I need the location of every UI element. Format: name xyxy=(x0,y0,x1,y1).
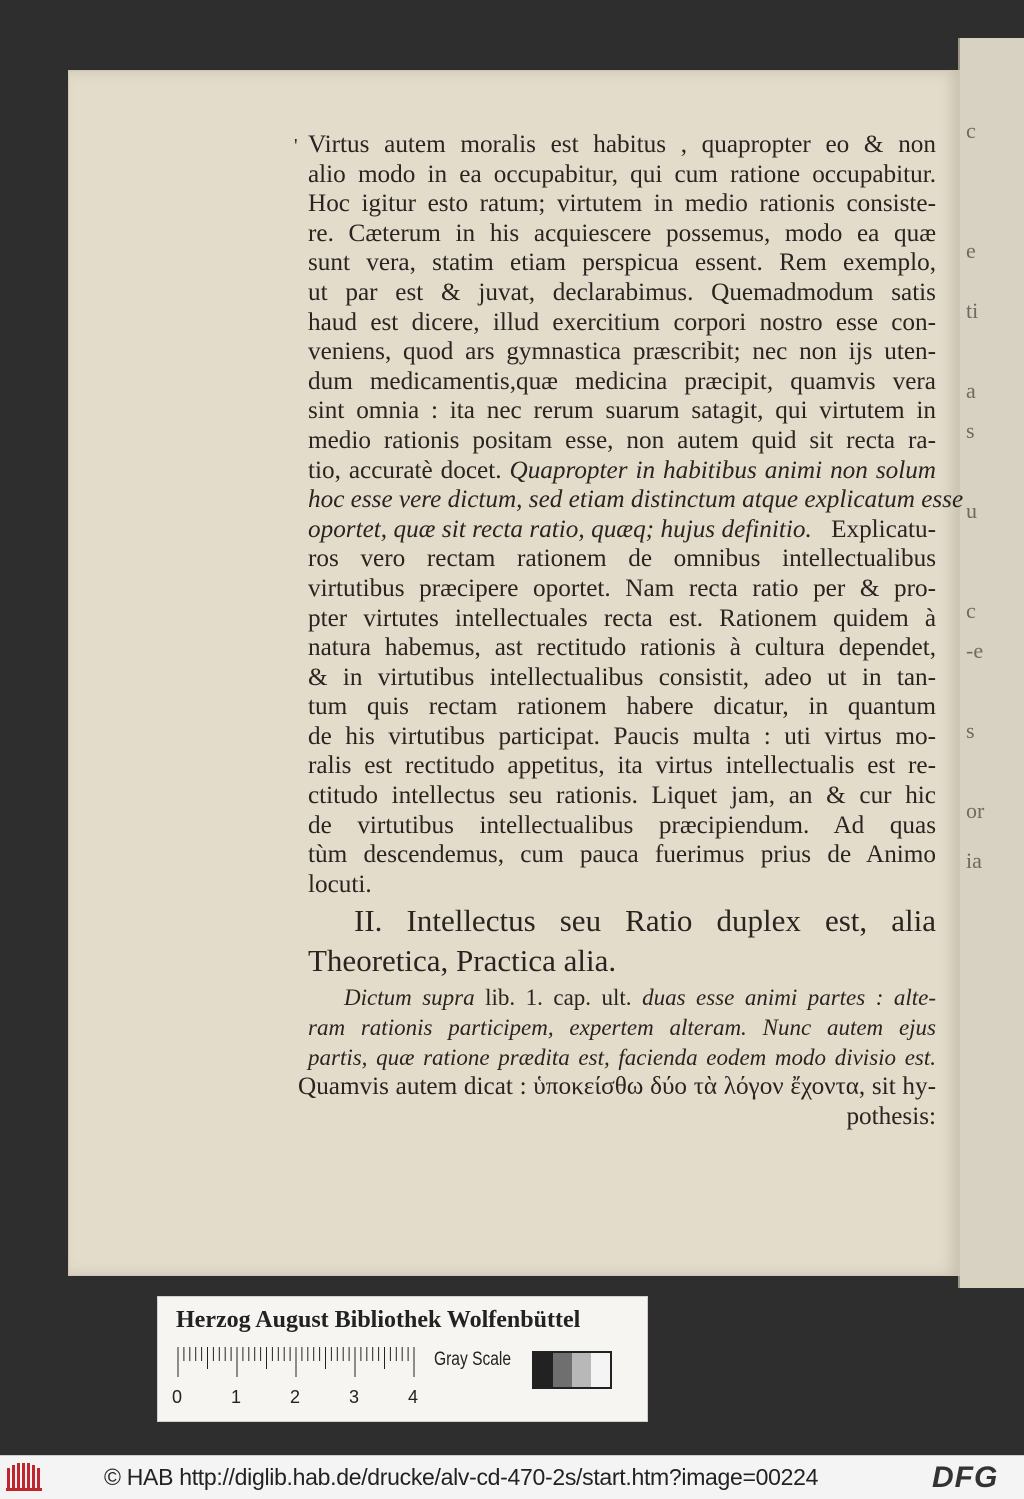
facing-page-fragment: e xyxy=(966,238,976,263)
italic-note-block xyxy=(308,983,936,1072)
facing-page-fragment: u xyxy=(966,498,977,523)
facing-page-fragment: a xyxy=(966,378,976,403)
text-line: ctitudo intellectus seu rationis. Liquet jam, an & cur hic xyxy=(308,782,936,810)
section-heading: II. Intellectus seu Ratio duplex est, alia xyxy=(354,903,936,939)
text-line: & in virtutibus intellectualibus consistit, adeo ut in tan- xyxy=(308,663,936,691)
roman-text: Explicatu- xyxy=(831,515,937,543)
book-page xyxy=(68,70,964,1276)
ruler-number: 3 xyxy=(349,1387,360,1407)
facing-page-edge xyxy=(958,38,1024,1288)
text-line: sint omnia : ita nec rerum suarum satagit, qui virtutem in xyxy=(308,397,936,425)
gray-scale-label: Gray Scale xyxy=(434,1349,512,1370)
gray-scale-swatches xyxy=(532,1351,612,1389)
scale-ruler xyxy=(176,1347,422,1377)
italic-text: Dictum supra xyxy=(344,985,475,1011)
text-line: veniens, quod ars gymnastica præscribit; nec non ijs uten- xyxy=(308,338,936,366)
ruler-numbers xyxy=(172,1387,432,1411)
text-line: sunt vera, statim etiam perspicua essent. Rem exemplo, xyxy=(308,249,936,277)
text-line: de his virtutibus participat. Paucis multa : uti virtus mo- xyxy=(308,722,936,750)
gray-swatch xyxy=(534,1353,553,1387)
text-line: locuti. xyxy=(308,870,372,898)
text-line: tùm descendemus, cum pauca fuerimus prius de Animo xyxy=(308,841,936,869)
text-line: alio modo in ea occupabitur, qui cum ratione occupabitur. xyxy=(308,160,936,188)
facing-page-fragment: c xyxy=(966,598,976,623)
facing-page-fragment: ti xyxy=(966,298,979,323)
text-line: medio rationis positam esse, non autem quid sit recta ra- xyxy=(308,426,936,454)
text-line: ros vero rectam rationem de omnibus intellectualibus xyxy=(308,545,936,573)
text-line xyxy=(308,456,936,486)
text-line: Hoc igitur esto ratum; virtutem in medio rationis consiste- xyxy=(308,190,936,218)
text-line: ut par est & juvat, declarabimus. Quemadmodum satis xyxy=(308,278,936,306)
italic-text: partis, quæ ratione prædita est, facienda eodem modo divisio est. xyxy=(308,1044,936,1070)
text-line: virtutibus præcipere oportet. Nam recta ratio per & pro- xyxy=(308,574,936,602)
text-line: Virtus autem moralis est habitus , quapropter eo & non xyxy=(308,131,936,158)
facing-page-fragment: ia xyxy=(966,848,982,873)
roman-text: lib. 1. cap. ult. xyxy=(474,985,643,1011)
facing-page-fragment: or xyxy=(966,798,985,823)
paragraph-2 xyxy=(308,544,936,899)
text-line: de virtutibus intellectualibus præcipiendum. Ad quas xyxy=(308,811,936,839)
text-line xyxy=(308,485,964,515)
library-name: Herzog August Bibliothek Wolfenbüttel xyxy=(176,1307,581,1333)
gray-swatch xyxy=(591,1353,610,1387)
facing-page-fragment: -e xyxy=(966,638,984,663)
hab-logo-icon xyxy=(6,1462,46,1492)
italic-text: duas esse animi partes : alte- xyxy=(642,985,936,1011)
italic-text: hoc esse vere dictum, sed etiam distinctum atque explicatum esse xyxy=(308,486,964,514)
text-line: ralis est rectitudo appetitus, ita virtus intellectualis est re- xyxy=(308,752,936,780)
ruler-number: 1 xyxy=(231,1387,242,1407)
library-color-target-label xyxy=(157,1296,648,1422)
text-line: pter virtutes intellectuales recta est. Rationem quidem à xyxy=(308,604,936,632)
text-line: natura habemus, ast rectitudo rationis à cultura dependet, xyxy=(308,634,936,662)
italic-text: Quapropter in habitibus animi non solum xyxy=(509,456,936,484)
roman-text: tio, accuratè docet. xyxy=(308,456,510,484)
text-line: haud est dicere, illud exercitium corpori nostro esse con- xyxy=(308,308,936,336)
text-line: re. Cæterum in his acquiescere possemus, modo ea quæ xyxy=(308,219,936,247)
copyright-url[interactable]: © HAB http://diglib.hab.de/drucke/alv-cd-470-2s/start.htm?image=00224 xyxy=(104,1464,819,1490)
text-line: Quamvis autem dicat : ὑποκείσθω δύο τὰ λόγον ἔχοντα, sit hy- xyxy=(298,1073,936,1101)
ruler-number: 2 xyxy=(290,1387,301,1407)
text-line: dum medicamentis,quæ medicina præcipit, quamvis vera xyxy=(308,367,936,395)
margin-mark: ' xyxy=(294,135,298,157)
gray-swatch xyxy=(553,1353,572,1387)
gray-swatch xyxy=(572,1353,591,1387)
dfg-logo: DFG xyxy=(932,1461,999,1494)
text-line xyxy=(308,1043,936,1073)
text-line xyxy=(308,983,936,1013)
text-line: pothesis: xyxy=(846,1102,936,1130)
text-line xyxy=(308,1013,936,1043)
ruler-number: 4 xyxy=(408,1387,419,1407)
facing-page-fragment: s xyxy=(966,418,975,443)
italic-text: oportet, quæ sit recta ratio, quæq; hujus definitio. xyxy=(308,515,812,543)
paragraph-1 xyxy=(308,130,936,456)
page-text-block xyxy=(294,130,964,1131)
facing-page-fragment: s xyxy=(966,718,975,743)
text-line: tum quis rectam rationem habere dicatur, in quantum xyxy=(308,693,936,721)
ruler-number: 0 xyxy=(172,1387,183,1407)
text-line xyxy=(308,515,936,545)
section-heading-continued: Theoretica, Practica alia. xyxy=(308,943,617,979)
italic-text: ram rationis participem, expertem alteram. Nunc autem ejus xyxy=(308,1015,936,1041)
footer-bar xyxy=(0,1455,1024,1499)
facing-page-fragment: c xyxy=(966,118,976,143)
